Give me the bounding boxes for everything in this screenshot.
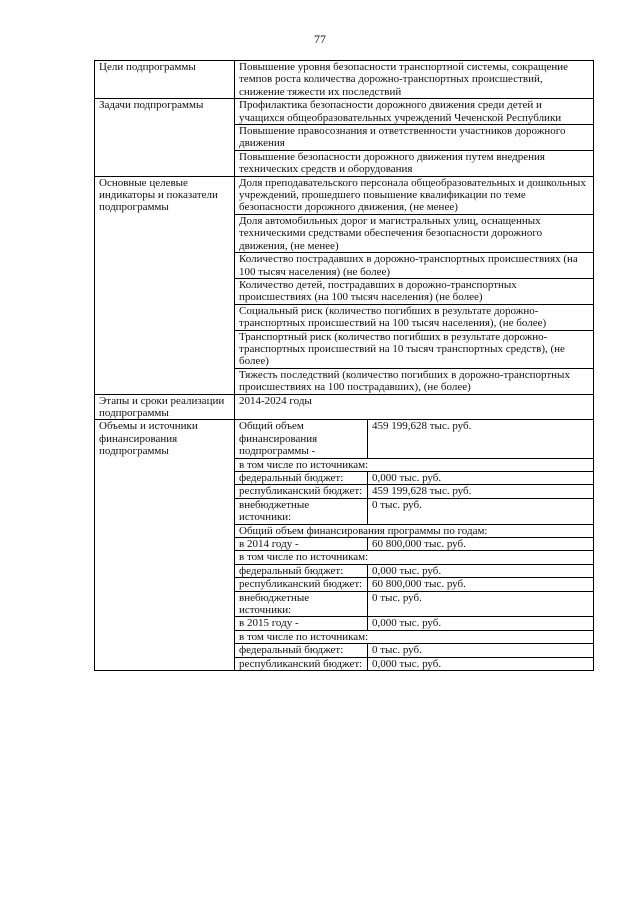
task-item: Повышение правосознания и ответственности участников дорожного движения (235, 125, 594, 151)
year-extrabudget-value: 0 тыс. руб. (368, 591, 594, 617)
subprogram-passport-table (94, 60, 594, 671)
republic-label: республиканский бюджет: (235, 485, 368, 498)
indicator-item: Количество детей, пострадавших в дорожно-транспортных происшествиях (на 100 тысяч населения) (не более) (235, 278, 594, 304)
stages-label: Этапы и сроки реализации подпрограммы (95, 394, 235, 420)
year-sources-label: в том числе по источникам: (235, 551, 594, 564)
year-federal-value: 0,000 тыс. руб. (368, 564, 594, 577)
task-item: Профилактика безопасности дорожного движения среди детей и учащихся общеобразовательных учреждений Чеченской Республики (235, 99, 594, 125)
year-republic-value: 0,000 тыс. руб. (368, 657, 594, 670)
goals-label: Цели подпрограммы (95, 61, 235, 99)
extrabudget-label: внебюджетные источники: (235, 498, 368, 524)
year-extrabudget-label: внебюджетные источники: (235, 591, 368, 617)
year-value: 0,000 тыс. руб. (368, 617, 594, 630)
year-federal-label: федеральный бюджет: (235, 564, 368, 577)
row-financing (95, 420, 594, 458)
year-republic-label: республиканский бюджет: (235, 657, 368, 670)
financing-by-years-label: Общий объем финансирования программы по годам: (235, 524, 594, 537)
financing-label: Объемы и источники финансирования подпрограммы (95, 420, 235, 671)
year-sources-label: в том числе по источникам: (235, 630, 594, 643)
federal-value: 0,000 тыс. руб. (368, 472, 594, 485)
indicator-item: Социальный риск (количество погибших в результате дорожно-транспортных происшествий на 100 тысяч населения), (не более) (235, 304, 594, 330)
indicators-label: Основные целевые индикаторы и показатели подпрограммы (95, 176, 235, 394)
republic-value: 459 199,628 тыс. руб. (368, 485, 594, 498)
tasks-label: Задачи подпрограммы (95, 99, 235, 176)
financing-by-source-label: в том числе по источникам: (235, 458, 594, 471)
row-stages (95, 394, 594, 420)
year-federal-label: федеральный бюджет: (235, 644, 368, 657)
indicator-item: Доля автомобильных дорог и магистральных улиц, оснащенных техническими средствами обеспечения безопасности дорожного движения, (не менее) (235, 214, 594, 252)
row-goals (95, 61, 594, 99)
extrabudget-value: 0 тыс. руб. (368, 498, 594, 524)
year-label: в 2014 году - (235, 538, 368, 551)
year-federal-value: 0 тыс. руб. (368, 644, 594, 657)
stages-text: 2014-2024 годы (235, 394, 594, 420)
page-number: 77 (314, 32, 326, 46)
federal-label: федеральный бюджет: (235, 472, 368, 485)
indicator-item: Доля преподавательского персонала общеобразовательных и дошкольных учреждений, прошедшего повышение квалификации по теме безопасности дорожного движения, (не менее) (235, 176, 594, 214)
year-republic-value: 60 800,000 тыс. руб. (368, 578, 594, 591)
financing-total-value: 459 199,628 тыс. руб. (368, 420, 594, 458)
financing-total-label: Общий объем финансирования подпрограммы - (235, 420, 368, 458)
indicator-item: Тяжесть последствий (количество погибших в дорожно-транспортных происшествиях на 100 пострадавших), (не более) (235, 368, 594, 394)
row-indicators (95, 176, 594, 214)
year-republic-label: республиканский бюджет: (235, 578, 368, 591)
row-tasks (95, 99, 594, 125)
indicator-item: Количество пострадавших в дорожно-транспортных происшествиях (на 100 тысяч населения) (не более) (235, 253, 594, 279)
indicator-item: Транспортный риск (количество погибших в результате дорожно-транспортных происшествий на 10 тысяч транспортных средств), (не более) (235, 330, 594, 368)
year-label: в 2015 году - (235, 617, 368, 630)
goals-text: Повышение уровня безопасности транспортной системы, сокращение темпов роста количества дорожно-транспортных происшествий, снижение тяжести их последствий (235, 61, 594, 99)
year-value: 60 800,000 тыс. руб. (368, 538, 594, 551)
task-item: Повышение безопасности дорожного движения путем внедрения технических средств и оборудования (235, 150, 594, 176)
